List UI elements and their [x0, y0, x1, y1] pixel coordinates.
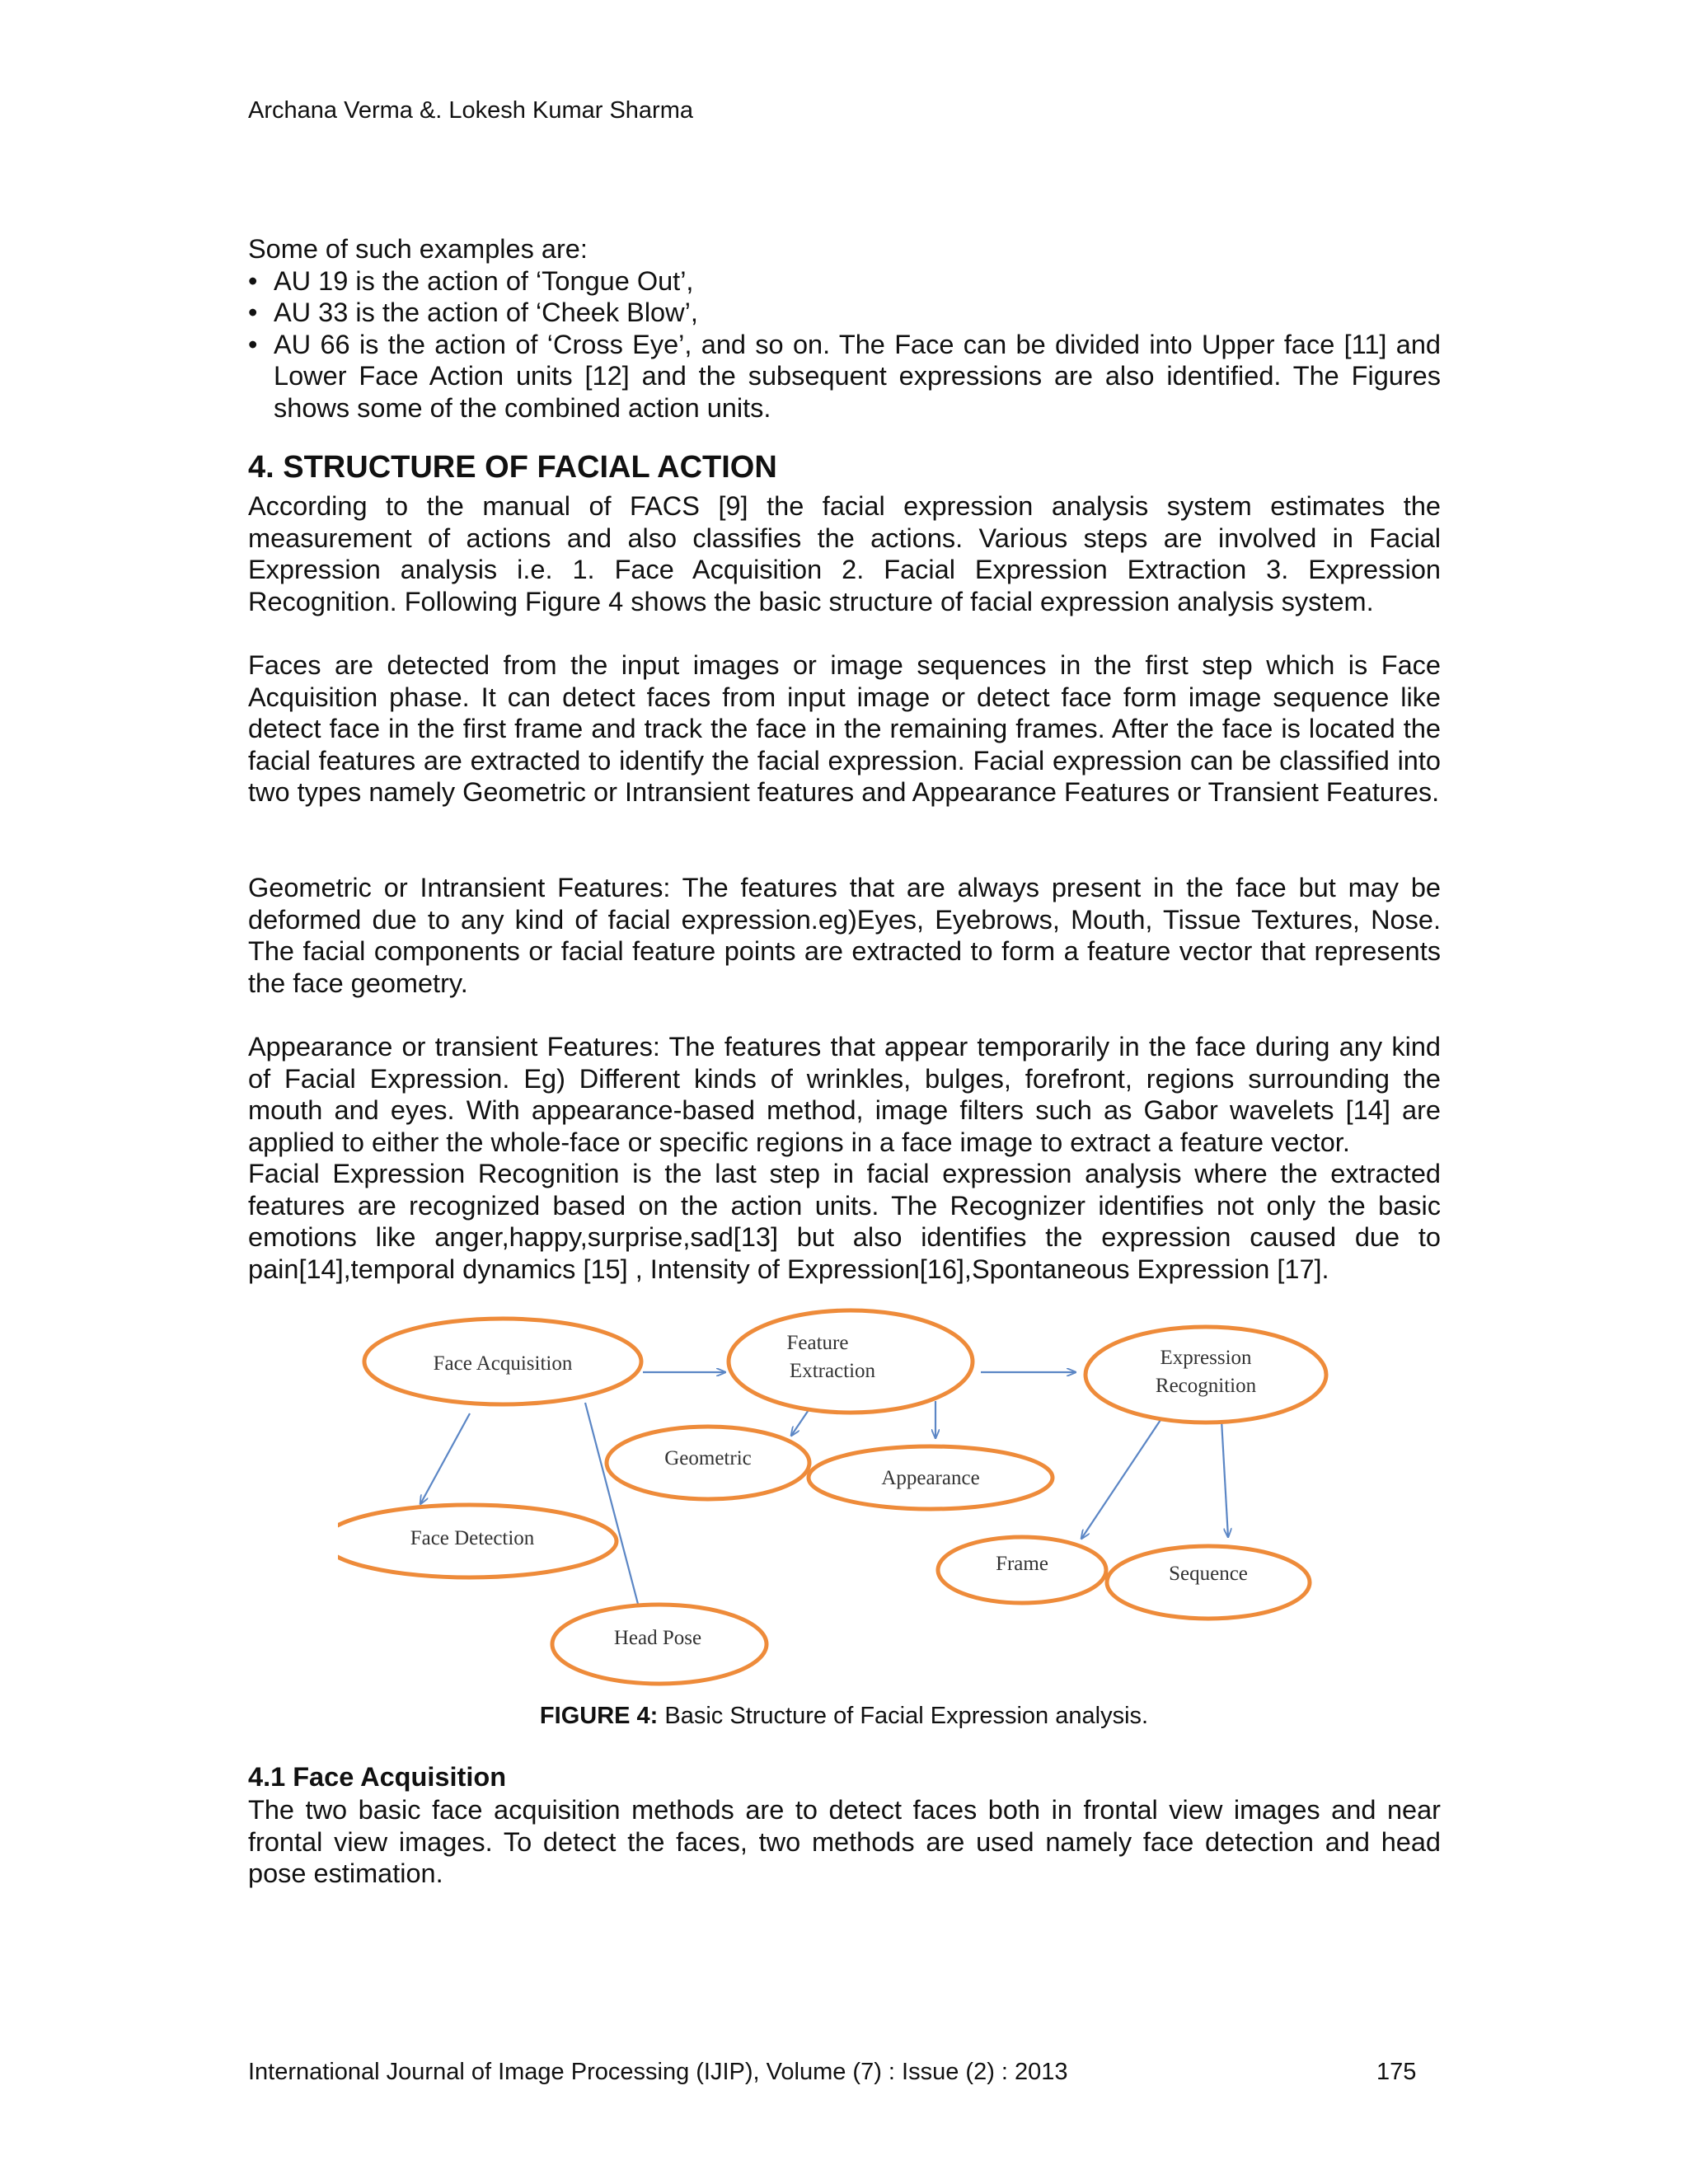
section-title: 4. STRUCTURE OF FACIAL ACTION [248, 450, 777, 485]
au-examples-list [248, 265, 1441, 424]
node-label: Expression [1160, 1347, 1252, 1369]
paragraph-text: Appearance or transient Features: The features that appear temporarily in the face during any kind of Facial Expression. Eg) Different kinds of wrinkles, bulges, forefront, regions surrounding the mouth and eyes. With appearance-based method, image filters such as Gabor wavelets [14] are applied to either the whole-face or specific regions in a face image to extract a feature vector. [248, 1032, 1441, 1157]
node-geometric [607, 1427, 809, 1499]
section-paragraph [248, 1794, 1441, 1890]
paragraph-text: Faces are detected from the input images or image sequences in the first step which is Face Acquisition phase. It can detect faces from input image or detect face form image sequence like detect face in the first frame and track the face in the remaining frames. After the face is located the facial features are extracted to identify the facial expression. Facial expression can be classified into two types namely Geometric or Intransient features and Appearance Features or Transient Features. [248, 650, 1441, 808]
node-label: Extraction [789, 1360, 876, 1382]
paragraph-text: Geometric or Intransient Features: The features that are always present in the face but may be deformed due to any kind of facial expression.eg)Eyes, Eyebrows, Mouth, Tissue Textures, Nose. The facial components or facial feature points are extracted to form a feature vector that represents the face geometry. [248, 873, 1441, 998]
node-sequence [1107, 1546, 1310, 1619]
intro-lead: Some of such examples are: [248, 234, 588, 264]
node-head-pose [552, 1605, 767, 1684]
paragraph-text: Facial Expression Recognition is the last step in facial expression analysis where the extracted features are recognized based on the action units. The Recognizer identifies not only the basic emotions like anger,happy,surprise,sad[13] but also identifies the expression caused due to pain[14],temporal dynamics [15] , Intensity of Expression[16],Spontaneous Expression [17]. [248, 1159, 1441, 1284]
figure-caption [0, 1703, 1688, 1730]
node-expression-recognition [1085, 1327, 1326, 1422]
paragraph-text: The two basic face acquisition methods are to detect faces both in frontal view images and near frontal view images. To detect the faces, two methods are used namely face detection and head pose estimation. [248, 1795, 1441, 1889]
intro-block [248, 233, 1441, 424]
figure-caption-label: FIGURE 4: [539, 1703, 659, 1729]
node-label: Frame [996, 1553, 1048, 1575]
section-paragraph [248, 1031, 1441, 1158]
node-label: Recognition [1155, 1375, 1257, 1397]
section-paragraph [248, 872, 1441, 999]
node-face-detection [338, 1505, 617, 1577]
section-paragraph [248, 1158, 1441, 1285]
figure-caption-text: Basic Structure of Facial Expression analysis. [664, 1703, 1149, 1729]
node-frame [938, 1537, 1106, 1603]
node-label: Feature [786, 1332, 849, 1354]
paragraph-text: According to the manual of FACS [9] the facial expression analysis system estimates the measurement of actions and also classifies the actions. Various steps are involved in Facial Expression analysis i.e. 1. Face Acquisition 2. Facial Expression Extraction 3. Expression Recognition. Following Figure 4 shows the basic structure of facial expression analysis system. [248, 491, 1441, 616]
node-label: Face Detection [410, 1527, 535, 1549]
list-item: • AU 66 is the action of ‘Cross Eye’, and so on. The Face can be divided into Upper face [11] and Lower Face Action units [12] and the subsequent expressions are also identified. The Figures shows some of the combined action units. [248, 329, 1441, 424]
node-feature-extraction [729, 1310, 973, 1413]
section-paragraph [248, 490, 1441, 617]
edge-recognition-to-sequence [1221, 1420, 1228, 1537]
node-label: Geometric [664, 1447, 752, 1469]
section-paragraph [248, 649, 1441, 808]
edge-recognition-to-frame [1081, 1418, 1162, 1539]
list-item: • AU 19 is the action of ‘Tongue Out’, [248, 265, 1441, 298]
subsection-title: 4.1 Face Acquisition [248, 1762, 507, 1792]
node-face-acquisition [364, 1319, 641, 1404]
running-header: Archana Verma &. Lokesh Kumar Sharma [248, 97, 693, 124]
journal-footer: International Journal of Image Processing (IJIP), Volume (7) : Issue (2) : 2013 [248, 2059, 1068, 2085]
edge-acquisition-to-head-pose [585, 1403, 639, 1607]
facial-expression-structure-diagram [338, 1298, 1360, 1694]
edge-acquisition-to-face-detection [420, 1413, 470, 1504]
list-item: • AU 33 is the action of ‘Cheek Blow’, [248, 297, 1441, 329]
node-appearance [809, 1446, 1053, 1509]
node-label: Head Pose [613, 1627, 702, 1649]
node-label: Sequence [1169, 1563, 1248, 1585]
node-label: Face Acquisition [433, 1352, 573, 1375]
node-label: Appearance [881, 1467, 980, 1489]
page-number: 175 [1376, 2059, 1417, 2085]
